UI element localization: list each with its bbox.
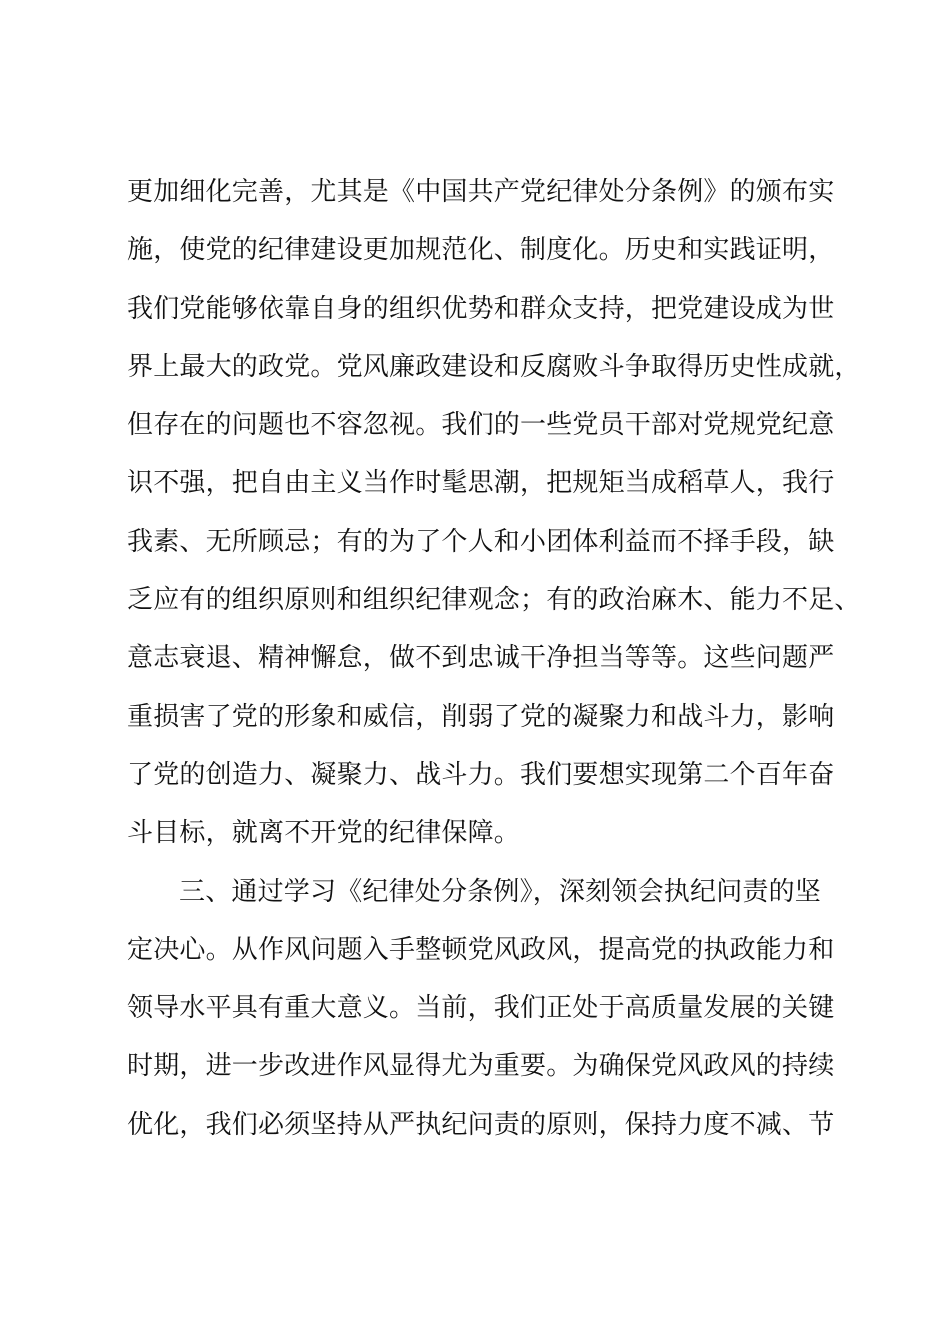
text-line: 意志衰退、精神懈怠，做不到忠诚干净担当等等。这些问题严: [127, 643, 835, 674]
document-body: [127, 163, 861, 1154]
text-line: 优化，我们必须坚持从严执纪问责的原则，保持力度不减、节: [127, 1109, 835, 1140]
text-line: 我们党能够依靠自身的组织优势和群众支持，把党建设成为世: [127, 293, 835, 324]
text-line: 领导水平具有重大意义。当前，我们正处于高质量发展的关键: [127, 993, 835, 1024]
text-line: 我素、无所顾忌；有的为了个人和小团体利益而不择手段，缺: [127, 526, 835, 557]
text-line: 乏应有的组织原则和组织纪律观念；有的政治麻木、能力不足、: [127, 585, 861, 616]
text-line: 施，使党的纪律建设更加规范化、制度化。历史和实践证明，: [127, 235, 835, 266]
text-line: 时期，进一步改进作风显得尤为重要。为确保党风政风的持续: [127, 1051, 835, 1082]
text-line: 了党的创造力、凝聚力、战斗力。我们要想实现第二个百年奋: [127, 759, 835, 790]
text-line: 更加细化完善，尤其是《中国共产党纪律处分条例》的颁布实: [127, 177, 835, 207]
text-line: 但存在的问题也不容忽视。我们的一些党员干部对党规党纪意: [127, 410, 835, 441]
text-line: 界上最大的政党。党风廉政建设和反腐败斗争取得历史性成就，: [127, 351, 861, 382]
text-line: 定决心。从作风问题入手整顿党风政风，提高党的执政能力和: [127, 934, 835, 965]
text-line: 识不强，把自由主义当作时髦思潮，把规矩当成稻草人，我行: [127, 468, 835, 499]
text-line: 重损害了党的形象和威信，削弱了党的凝聚力和战斗力，影响: [127, 701, 835, 732]
section-heading-line: 三、通过学习《纪律处分条例》，深刻领会执纪问责的坚: [179, 876, 822, 907]
text-line: 斗目标，就离不开党的纪律保障。: [127, 818, 521, 849]
